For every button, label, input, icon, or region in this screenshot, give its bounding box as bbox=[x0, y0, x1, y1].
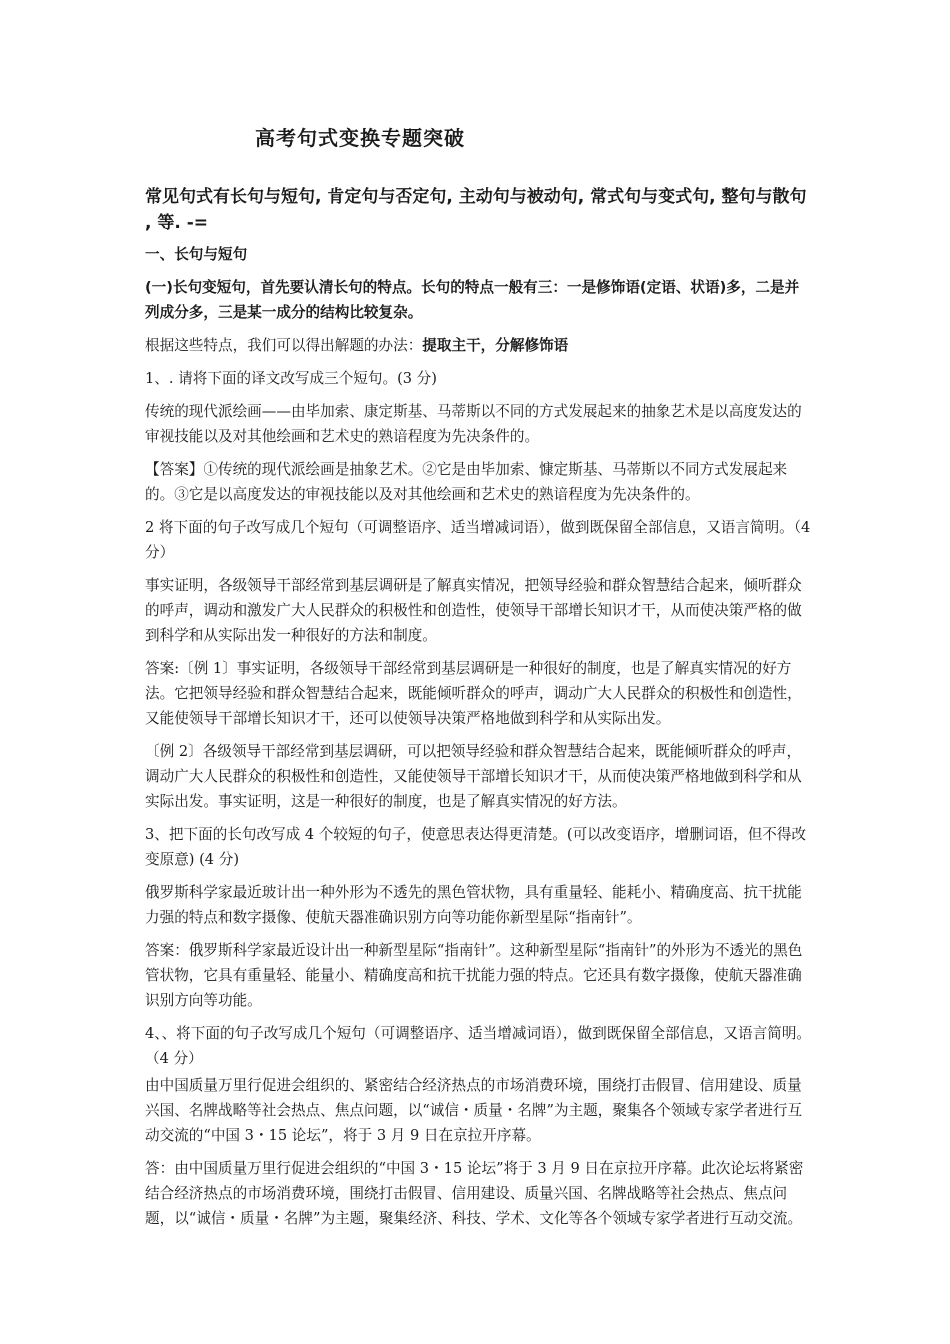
question-4: 4、、将下面的句子改写成几个短句（可调整语序、适当增减词语），做到既保留全部信息，又语言简明。（4 分） bbox=[145, 1025, 812, 1067]
intro-paragraph: 常见句式有长句与短句, 肯定句与否定句, 主动句与被动句, 常式句与变式句, 整句与散句 , 等. -= bbox=[145, 187, 807, 233]
answer-2-example-2: 〔例 2〕各级领导干部经常到基层调研，可以把领导经验和群众智慧结合起来，既能倾听群众的呼声，调动广大人民群众的积极性和创造性，又能使领导干部增长知识才干，从而使决策严格地做到科学和从实际出发。事实证明，这是一种很好的制度，也是了解真实情况的好方法。 bbox=[145, 743, 802, 810]
answer-3: 答案：俄罗斯科学家最近设计出一种新型星际“指南针”。这种新型星际“指南针”的外形为不透光的黑色管状物，它具有重量轻、能量小、精确度高和抗干扰能力强的特点。它还具有数字摄像，使航天器准确识别方向等功能。 bbox=[145, 942, 803, 1009]
question-3-text: 俄罗斯科学家最近玻计出一种外形为不透先的黑色管状物，具有重量轻、能耗小、精确度高、抗干扰能力强的特点和数字摄像、使航天器准确识别方向等功能你新型星际“指南针”。 bbox=[145, 884, 802, 926]
answer-4: 答：由中国质量万里行促进会组织的“中国 3・15 论坛”将于 3 月 9 日在京拉开序幕。此次论坛将紧密结合经济热点的市场消费环境，围绕打击假冒、信用建设、质量兴国、名牌战略等社会热点、焦点问题，以“诚信・质量・名牌”为主题，聚集经济、科技、学术、文化等各个领域专家学者进行互动交流。 bbox=[145, 1160, 804, 1227]
question-1-text: 传统的现代派绘画——由毕加索、康定斯基、马蒂斯以不同的方式发展起来的抽象艺术是以高度发达的审视技能以及对其他绘画和艺术史的熟谙程度为先决条件的。 bbox=[145, 403, 802, 445]
method-bold: 提取主干，分解修饰语 bbox=[422, 337, 569, 354]
answer-2-example-1: 答案:〔例 1〕事实证明，各级领导干部经常到基层调研是一种很好的制度，也是了解真实情况的好方法。它把领导经验和群众智慧结合起来，既能倾听群众的呼声，调动广大人民群众的积极性和创造性，又能使领导干部增长知识才干，还可以使领导决策严格地做到科学和从实际出发。 bbox=[145, 660, 802, 727]
answer-1: 【答案】①传统的现代派绘画是抽象艺术。②它是由毕加索、慷定斯基、马蒂斯以不同方式发展起来的。③它是以高度发达的审视技能以及对其他绘画和艺术史的熟谙程度为先决条件的。 bbox=[145, 461, 788, 503]
question-1: 1、. 请将下面的译文改写成三个短句。(3 分) bbox=[145, 370, 437, 387]
question-4-text: 由中国质量万里行促进会组织的、紧密结合经济热点的市场消费环境，围绕打击假冒、信用建设、质量兴国、名牌战略等社会热点、焦点问题，以“诚信・质量・名牌”为主题，聚集各个领域专家学者进行互动交流的“中国 3・15 论坛”，将于 3 月 9 日在京拉开序幕。 bbox=[145, 1077, 803, 1144]
question-2: 2 将下面的句子改写成几个短句（可调整语序、适当增减词语），做到既保留全部信息，又语言简明。（4 分） bbox=[145, 519, 811, 561]
section-heading: 一、长句与短句 bbox=[145, 246, 248, 263]
page-title: 高考句式变换专题突破 bbox=[255, 126, 465, 150]
question-3: 3、把下面的长句改写成 4 个较短的句子，使意思表达得更清楚。(可以改变语序，增删词语，但不得改变原意) (4 分) bbox=[145, 826, 807, 868]
question-2-text: 事实证明，各级领导干部经常到基层调研是了解真实情况，把领导经验和群众智慧结合起来，倾听群众的呼声，调动和激发广大人民群众的积极性和创造性，使领导干部增长知识才干，从而使决策严格的做到科学和从实际出发一种很好的方法和制度。 bbox=[145, 577, 802, 644]
method-prefix: 根据这些特点，我们可以得出解题的办法： bbox=[145, 337, 423, 354]
document-body bbox=[145, 184, 813, 1231]
subsection-paragraph: (一)长句变短句，首先要认清长句的特点。长句的特点一般有三：一是修饰语(定语、状语)多，二是并列成分多，三是某一成分的结构比较复杂。 bbox=[145, 279, 800, 321]
method-paragraph bbox=[145, 333, 813, 358]
